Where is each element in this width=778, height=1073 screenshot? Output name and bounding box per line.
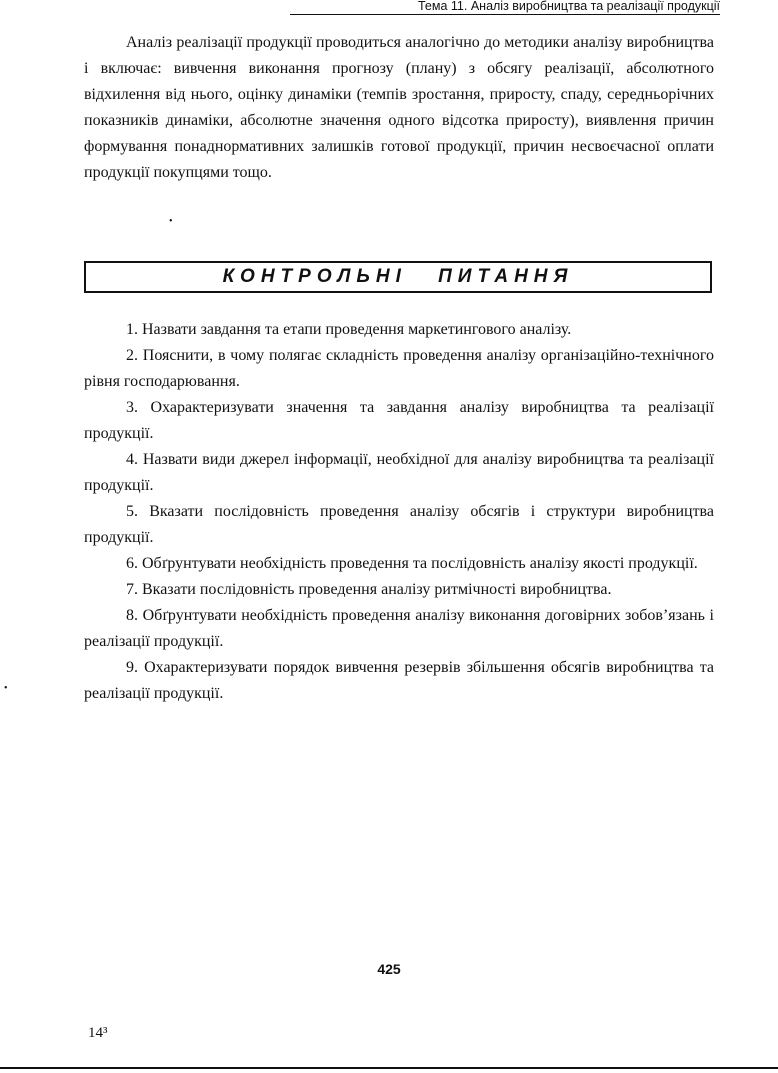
section-title: КОНТРОЛЬНІ ПИТАННЯ: [222, 266, 574, 287]
question-item: 1. Назвати завдання та етапи проведення маркетингового аналізу.: [126, 321, 572, 338]
section-heading-box: [84, 261, 712, 293]
question-item: 4. Назвати види джерел інформації, необхідної для аналізу виробництва та реалізації продукції.: [84, 451, 714, 494]
question-item: 9. Охарактеризувати порядок вивчення резервів збільшення обсягів виробництва та реалізації продукції.: [84, 659, 714, 702]
running-header: Тема 11. Аналіз виробництва та реалізації продукції: [290, 0, 720, 15]
sheet-signature-mark: 14³: [88, 1025, 108, 1041]
margin-dot: •: [4, 683, 8, 694]
bottom-rule: [0, 1067, 778, 1069]
question-item: 2. Пояснити, в чому полягає складність проведення аналізу організаційно-технічного рівня господарювання.: [84, 347, 714, 390]
page-number: 425: [377, 961, 401, 977]
intro-paragraph: Аналіз реалізації продукції проводиться аналогічно до методики аналізу виробництва і включає: вивчення виконання прогнозу (плану) з обсягу реалізації, абсолютного відхилення від нього, оцінку динаміки (темпів зростання, приросту, спаду, середньорічних показників динаміки, абсолютне значення одного відсотка приросту), виявлення причин формування понаднормативних залишків готової продукції, причин несвоєчасної оплати продукції покупцями тощо.: [84, 34, 714, 181]
question-item: 8. Обґрунтувати необхідність проведення аналізу виконання договірних зобов’язань і реалізації продукції.: [84, 607, 714, 650]
question-item: 7. Вказати послідовність проведення аналізу ритмічності виробництва.: [126, 581, 612, 598]
question-item: 6. Обґрунтувати необхідність проведення та послідовність аналізу якості продукції.: [126, 555, 698, 572]
questions-list: [84, 317, 714, 707]
question-item: 5. Вказати послідовність проведення аналізу обсягів і структури виробництва продукції.: [84, 503, 714, 546]
question-item: 3. Охарактеризувати значення та завдання аналізу виробництва та реалізації продукції.: [84, 399, 714, 442]
stray-dot: •: [169, 216, 173, 227]
